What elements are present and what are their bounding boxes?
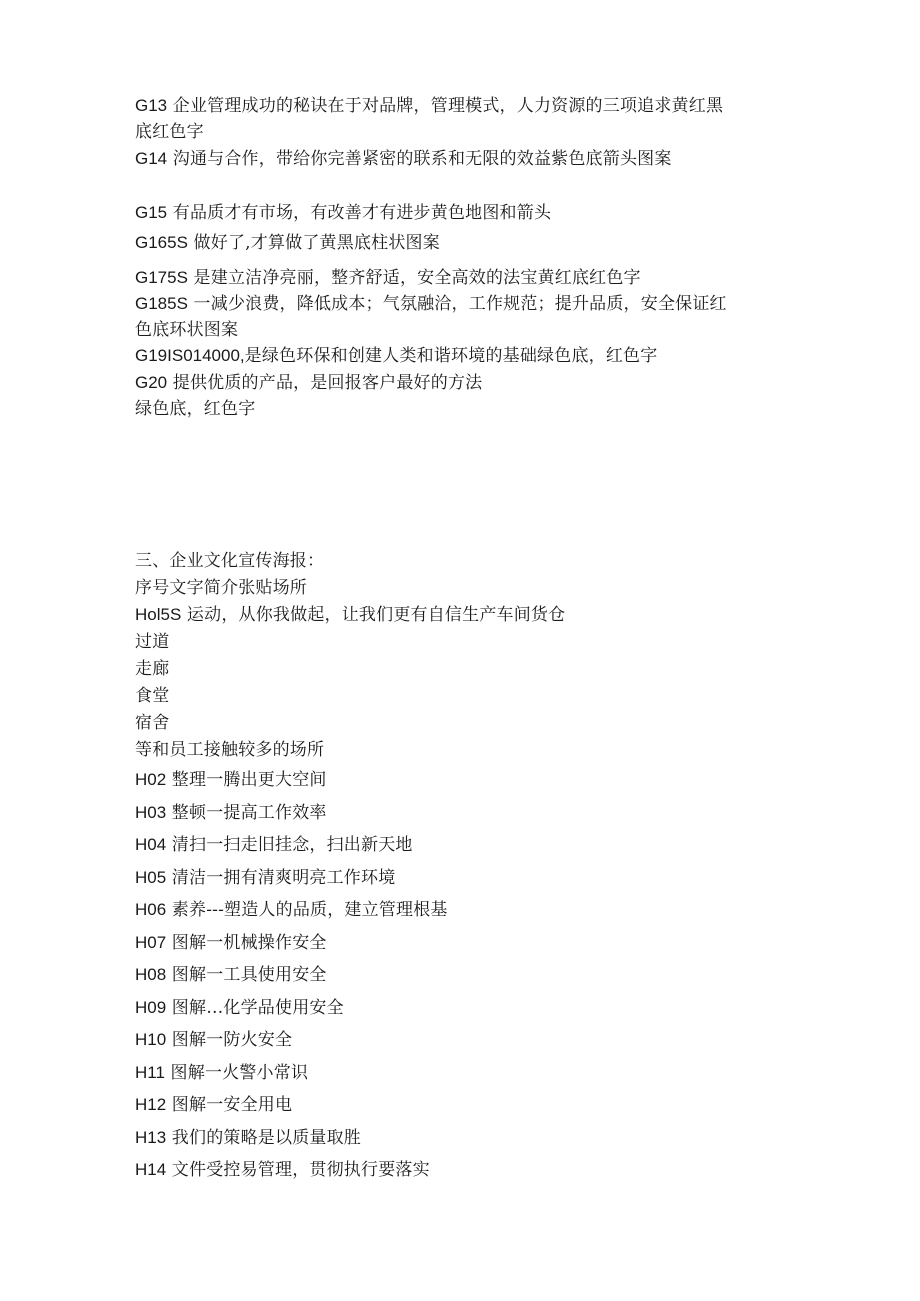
location-item: 走廊 [135,659,170,679]
item-text-continued: 底红色字 [135,122,204,142]
item-text: 企业管理成功的秘诀在于对品牌，管理模式，人力资源的三项追求黄红黑 [172,96,724,116]
item-code: H14 [135,1160,167,1179]
item-text: 沟通与合作，带给你完善紧密的联系和无限的效益紫色底箭头图案 [172,149,672,169]
item-text: 图解一机械操作安全 [171,933,327,953]
item-text: 是建立洁净亮丽，整齐舒适，安全高效的法宝黄红底红色字 [193,268,641,288]
item-code: G165S [135,233,188,252]
item-g13 [135,96,723,116]
item-g13-continued [135,122,204,142]
item-text: 图解一防火安全 [171,1030,293,1050]
item-h12 [135,1095,292,1115]
item-g14 [135,149,672,169]
item-text: 图解一火警小常识 [170,1063,309,1083]
item-g20 [135,373,482,393]
item-text-continued: 绿色底，红色字 [135,399,256,419]
location-item: 过道 [135,632,170,652]
item-g165s [135,233,440,253]
item-h04 [135,835,413,855]
item-code: G14 [135,149,168,168]
item-text: 图解一工具使用安全 [171,965,327,985]
item-text: 运动，从你我做起，让我们更有自信生产车间货仓 [186,605,566,625]
item-h14 [135,1160,430,1180]
location-item: 食堂 [135,686,170,706]
item-h05 [135,868,395,888]
item-code: G19IS014000, [135,346,245,365]
item-code: H07 [135,933,167,952]
section-heading: 三、企业文化宣传海报： [135,551,325,571]
item-code: H08 [135,965,167,984]
item-text: 我们的策略是以质量取胜 [171,1128,361,1148]
item-code: G175S [135,268,188,287]
item-g175s [135,268,641,288]
item-text: 文件受控易管理，贯彻执行要落实 [171,1160,430,1180]
item-code: H06 [135,900,167,919]
item-hol5s [135,605,565,625]
item-code: H12 [135,1095,167,1114]
item-text: 是绿色环保和创建人类和谐环境的基础绿色底，红色字 [244,346,658,366]
item-text: 清扫一扫走旧挂念，扫出新天地 [171,835,413,855]
item-code: H10 [135,1030,167,1049]
item-text: 清洁一拥有清爽明亮工作环境 [171,868,396,888]
item-g15 [135,203,551,223]
item-text: 提供优质的产品，是回报客户最好的方法 [172,373,483,393]
item-code: H13 [135,1128,167,1147]
item-h03 [135,803,327,823]
item-text: 整顿一提高工作效率 [171,803,327,823]
item-h10 [135,1030,292,1050]
item-g185s-continued [135,320,238,340]
item-code: H05 [135,868,167,887]
item-h02 [135,770,327,790]
item-code: H04 [135,835,167,854]
item-h11 [135,1063,308,1083]
item-h09 [135,998,344,1018]
item-text-continued: 色底环状图案 [135,320,239,340]
location-item: 宿舍 [135,713,170,733]
item-text: 做好了,才算做了黄黑底柱状图案 [193,233,440,253]
item-g20-continued [135,399,255,419]
item-code: G13 [135,96,168,115]
item-code: G20 [135,373,168,392]
item-h07 [135,933,327,953]
item-g185s [135,294,727,314]
item-text: 有品质才有市场，有改善才有进步黄色地图和箭头 [172,203,552,223]
item-code: H03 [135,803,167,822]
item-g19 [135,346,657,366]
item-text: 图解…化学品使用安全 [171,998,344,1018]
item-code: G185S [135,294,188,313]
column-headers: 序号文字简介张贴场所 [135,578,307,598]
item-code: H11 [135,1063,165,1082]
item-text: 整理一腾出更大空间 [171,770,327,790]
item-code: H02 [135,770,167,789]
item-text: 素养---塑造人的品质，建立管理根基 [171,900,448,920]
item-h13 [135,1128,361,1148]
item-text: 图解一安全用电 [171,1095,293,1115]
location-item: 等和员工接触较多的场所 [135,740,325,760]
item-h06 [135,900,448,920]
item-code: H09 [135,998,167,1017]
item-h08 [135,965,327,985]
item-code: Hol5S [135,605,182,624]
item-text: 一减少浪费，降低成本；气氛融洽，工作规范；提升品质，安全保证红 [193,294,727,314]
item-code: G15 [135,203,168,222]
